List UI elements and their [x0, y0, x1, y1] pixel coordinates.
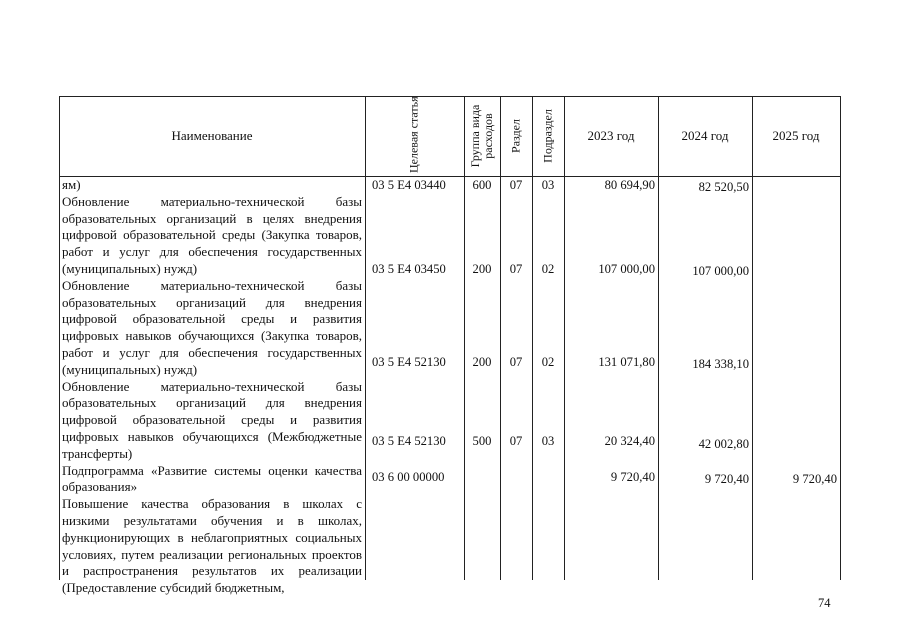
- col-border-8: [840, 96, 841, 580]
- col-border-4: [532, 96, 533, 580]
- text-block-2: Обновление материально-технической базы образовательных организаций для внедрения цифровой образовательной среды и развития цифровых навыков обучающихся (Закупка товаров, работ и услуг для обеспечения государственных (муниципальных) нужд): [62, 277, 362, 377]
- header-name: Наименование: [171, 128, 253, 143]
- row2-section: 07: [509, 355, 523, 369]
- col-border-7: [752, 96, 753, 580]
- row4-code: 03 6 00 00000: [372, 470, 445, 484]
- text-block-4: Подпрограмма «Развитие системы оценки качества образования»: [62, 462, 362, 495]
- row2-subsection: 02: [541, 355, 555, 369]
- text-block-0: ям): [62, 177, 81, 192]
- row4-2024: 9 720,40: [704, 472, 749, 486]
- row3-2024: 42 002,80: [698, 437, 749, 451]
- col-border-0: [59, 96, 60, 580]
- name-column: [62, 177, 362, 597]
- row0-subsection: 03: [541, 178, 555, 192]
- col-border-6: [658, 96, 659, 580]
- header-subsection: Подраздел: [540, 109, 555, 163]
- col-border-2: [464, 96, 465, 580]
- row2-group: 200: [472, 355, 492, 369]
- row4-2023: 9 720,40: [610, 470, 655, 484]
- row1-code: 03 5 E4 03450: [372, 262, 446, 276]
- row0-2024: 82 520,50: [698, 180, 749, 194]
- text-block-5: Повышение качества образования в школах с низкими результатами обучения и в школах, функционирующих в неблагоприятных социальных условиях, путем реализации региональных проектов и распространения результатов их реализации (Предоставление субсидий бюджетным,: [62, 496, 362, 596]
- text-block-1: Обновление материально-технической базы образовательных организаций в целях внедрения цифровой образовательной среды (Закупка товаров, работ и услуг для обеспечения государственных (муниципальных) нужд): [62, 193, 362, 276]
- row1-subsection: 02: [541, 262, 555, 276]
- col-border-1: [365, 96, 366, 580]
- header-2025: 2025 год: [772, 128, 820, 143]
- row3-section: 07: [509, 434, 523, 448]
- row0-code: 03 5 E4 03440: [372, 178, 446, 192]
- header-2023: 2023 год: [587, 128, 635, 143]
- text-block-3: Обновление материально-технической базы образовательных организаций для внедрения цифровой образовательной среды и развития цифровых навыков обучающихся (Межбюджетные трансферты): [62, 378, 362, 461]
- header-section: Раздел: [508, 119, 523, 153]
- row0-2023: 80 694,90: [604, 178, 655, 192]
- row1-group: 200: [472, 262, 492, 276]
- row0-group: 600: [472, 178, 492, 192]
- page-number: 74: [818, 596, 831, 610]
- row3-code: 03 5 E4 52130: [372, 434, 446, 448]
- row1-2023: 107 000,00: [598, 262, 655, 276]
- header-group: Группа вида расходов: [468, 104, 495, 168]
- row0-section: 07: [509, 178, 523, 192]
- row1-section: 07: [509, 262, 523, 276]
- row3-subsection: 03: [541, 434, 555, 448]
- row1-2024: 107 000,00: [692, 264, 749, 278]
- row2-2024: 184 338,10: [692, 357, 749, 371]
- row2-2023: 131 071,80: [598, 355, 655, 369]
- col-border-5: [564, 96, 565, 580]
- table-top-border: [59, 96, 841, 97]
- header-2024: 2024 год: [681, 128, 729, 143]
- col-border-3: [500, 96, 501, 580]
- row3-2023: 20 324,40: [604, 434, 655, 448]
- header-target: Целевая статья: [406, 96, 421, 173]
- row4-2025: 9 720,40: [792, 472, 837, 486]
- row2-code: 03 5 E4 52130: [372, 355, 446, 369]
- row3-group: 500: [472, 434, 492, 448]
